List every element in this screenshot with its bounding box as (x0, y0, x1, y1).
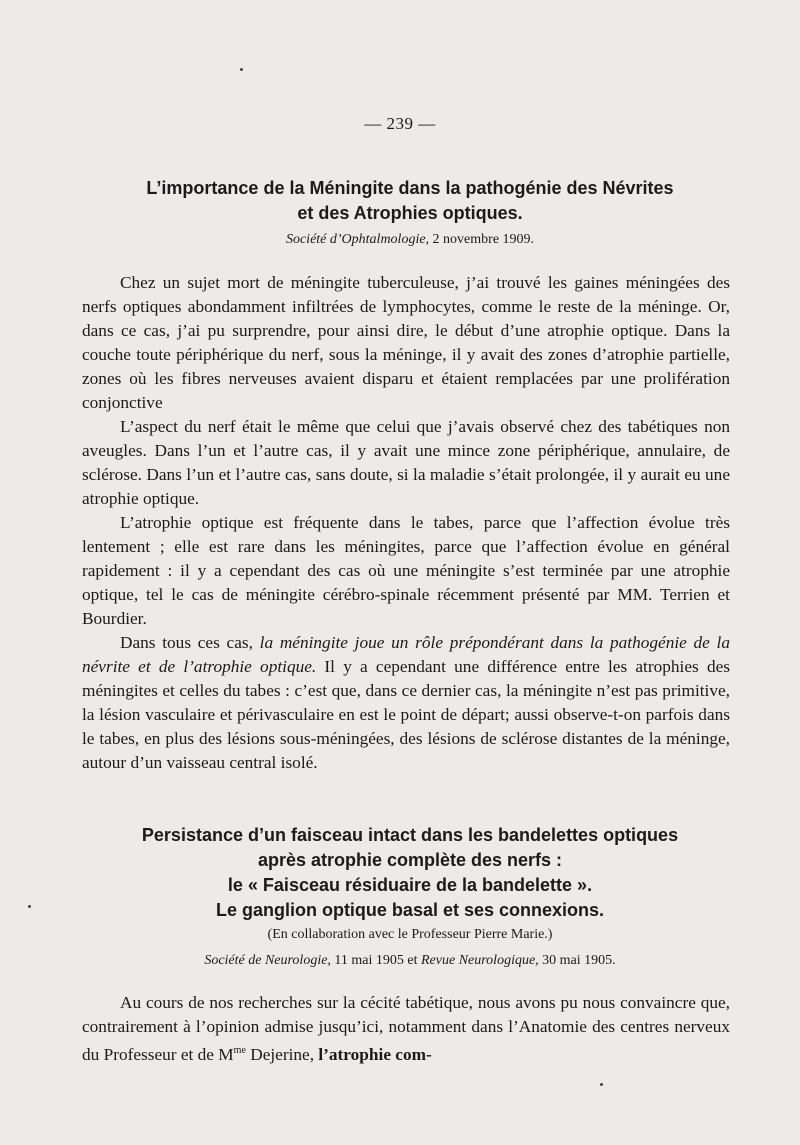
text-run: Chez un sujet mort de méningite tuberculeuse, j’ai trouvé les gaines méningées des nerfs optiques abondamment infiltrées de lymphocytes, comme le reste de la méninge. Or, dans ce cas, j’ai pu surprendre, pour ainsi dire, le début d’une atrophie optique. Dans la couche toute périphérique du nerf, sous la méninge, il y avait des zones d’atrophie partielle, zones où les fibres nerveuses avaient disparu et étaient remplacées par une prolifération conjonctive (82, 273, 730, 412)
section-2-collaboration: (En collaboration avec le Professeur Pierre Marie.) (267, 927, 553, 942)
paragraph (82, 511, 730, 631)
section-1-source (90, 232, 730, 248)
paragraph (82, 271, 730, 415)
page-number: — 239 — (364, 114, 436, 133)
paragraph (82, 631, 730, 775)
text-run: 30 mai 1905. (538, 953, 616, 968)
text-run: Dans tous ces cas, (120, 633, 260, 652)
section-1-title-line: L’importance de la Méningite dans la pathogénie des Névrites (146, 178, 674, 198)
section-1-title-line: et des Atrophies optiques. (297, 203, 523, 223)
section-1-source-date: 2 novembre 1909. (429, 232, 535, 247)
section-2-title (90, 823, 730, 923)
section-1-body (82, 271, 730, 775)
bold-text: l’atrophie com- (318, 1044, 432, 1064)
paragraph (82, 415, 730, 511)
text-run: 11 mai 1905 et (330, 953, 421, 968)
paragraph (82, 991, 730, 1067)
scan-speck (28, 905, 31, 908)
section-2-body (82, 991, 730, 1067)
text-run: L’aspect du nerf était le même que celui que j’avais observé chez des tabétiques non aveugles. Dans l’un et l’autre cas, il y avait une mince zone périphérique, annulaire, de sclérose. Dans l’un et l’autre cas, sans doute, si la maladie s’était prolongée, il y aurait eu une atrophie optique. (82, 417, 730, 508)
section-2-title-line: le « Faisceau résiduaire de la bandelette ». (227, 875, 593, 895)
text-run: Il y a cependant une différence entre les atrophies des méningites et celles du tabes : c’est que, dans ce dernier cas, la méningite n’est pas primitive, la lésion vasculaire et périvasculaire en est le point de départ; aussi observe-t-on parfois dans le tabes, en plus des lésions sous-méningées, des lésions de sclérose distantes de la méninge, autour d’un vaisseau central isolé. (82, 657, 730, 772)
section-2-source (90, 953, 730, 969)
emphasis-text: la méningite joue un rôle prépondérant dans la pathogénie de la névrite et de l’atrophie optique. (82, 633, 730, 676)
superscript: me (233, 1045, 246, 1056)
section-1-source-society: Société d’Ophtalmologie, (285, 232, 430, 247)
text-run: L’atrophie optique est fréquente dans le tabes, parce que l’affection évolue très lentement ; elle est rare dans les méningites, parce que l’affection évolue en général rapidement : il y a cependant des cas où une méningite s’est terminée par une atrophie optique, tel le cas de méningite cérébro-spinale récemment présenté par MM. Terrien et Bourdier. (82, 513, 730, 628)
scan-speck (600, 1083, 603, 1086)
emphasis-text: Société de Neurologie, (204, 953, 331, 968)
text-run: Au cours de nos recherches sur la cécité tabétique, nous avons pu nous convaincre que, contrairement à l’opinion admise jusqu’ici, notamment dans l’Anatomie des centres nerveux du Professeur et de M (82, 993, 730, 1064)
emphasis-text: Revue Neurologique, (421, 953, 539, 968)
scan-speck (240, 68, 243, 71)
text-run: Dejerine, (245, 1044, 319, 1064)
section-2-title-line: Le ganglion optique basal et ses connexions. (215, 900, 605, 920)
section-2-title-line: après atrophie complète des nerfs : (257, 850, 563, 870)
section-2-title-line: Persistance d’un faisceau intact dans les bandelettes optiques (141, 825, 679, 845)
section-1-title (90, 176, 730, 226)
